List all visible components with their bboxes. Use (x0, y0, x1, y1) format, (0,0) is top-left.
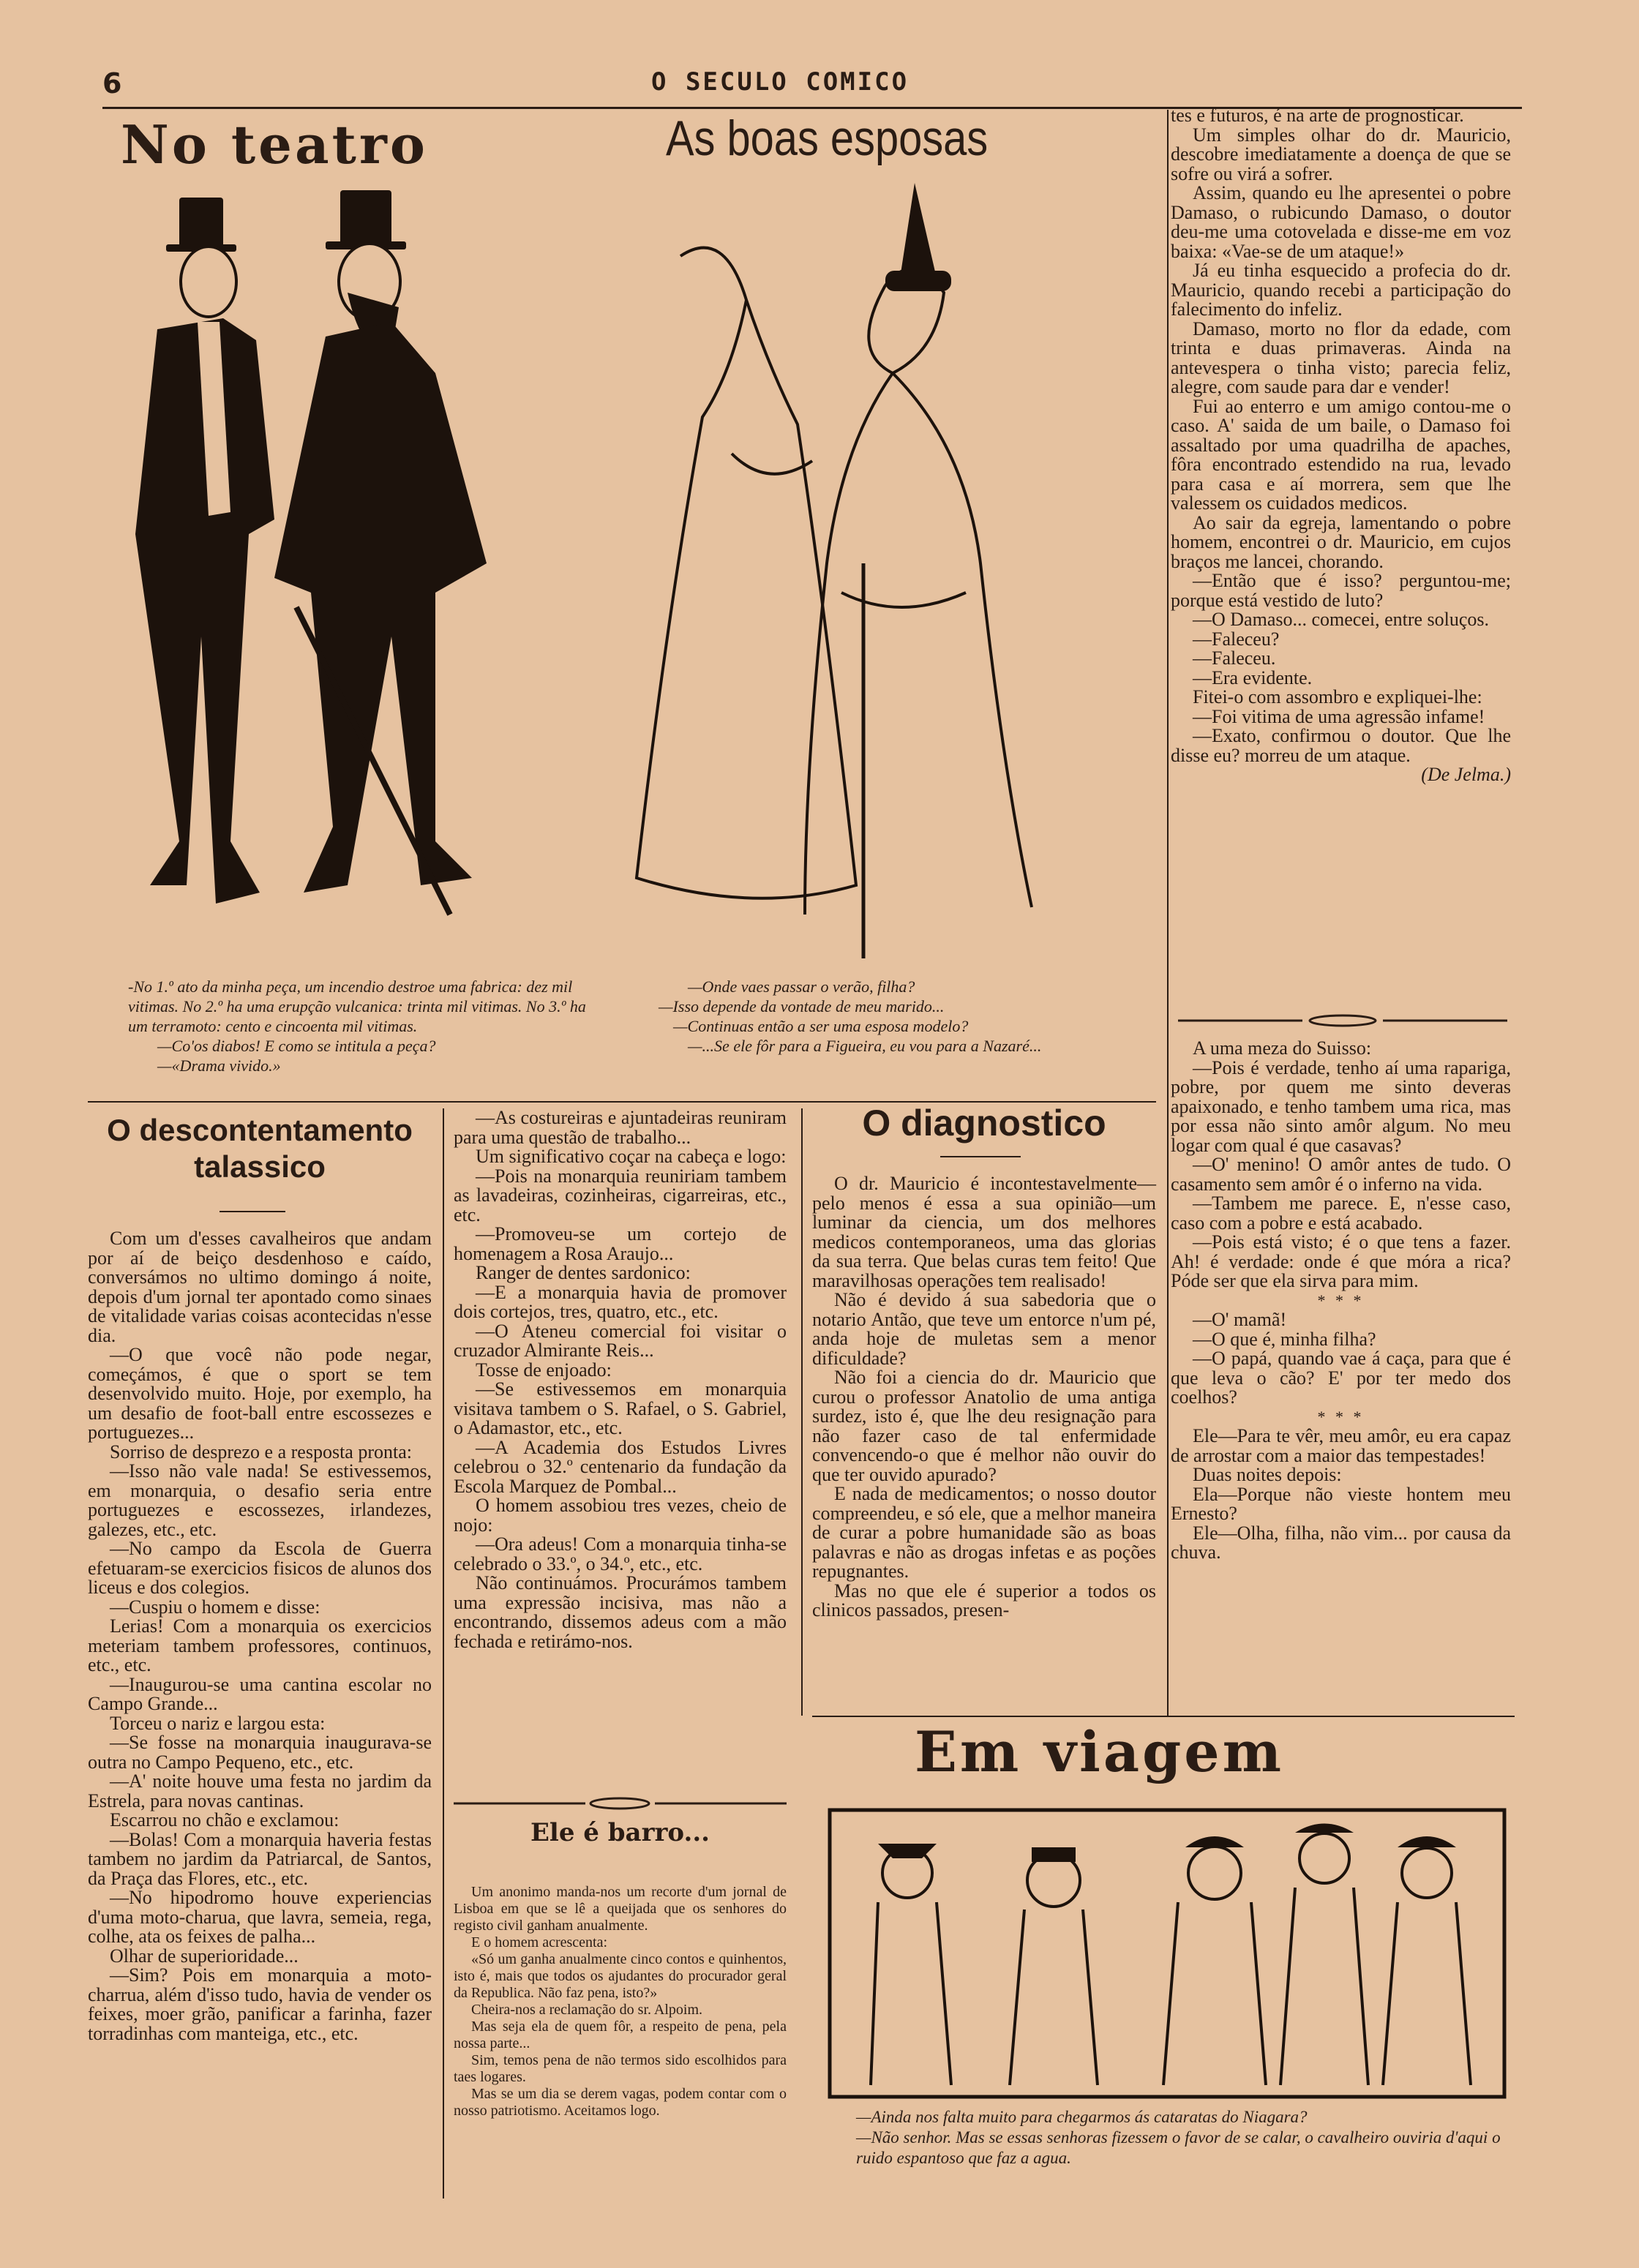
paragraph: Damaso, morto no flor da edade, com trinta e duas primaveras. Ainda na antevespera o tinha visto; parecia feliz, alegre, com saude para dar e vender! (1171, 318, 1511, 397)
paragraph: Tosse de enjoado: (476, 1359, 612, 1381)
page-number: 6 (102, 67, 122, 99)
paragraph: Já eu tinha esquecido a profecia do dr. Mauricio, quando recebi a participação do falecimento do infeliz. (1171, 260, 1511, 320)
paragraph: —Tambem me parece. E, n'esse caso, caso com a pobre e está acabado. (1171, 1193, 1511, 1233)
paragraph: —Faleceu. (1193, 647, 1276, 669)
descontentamento-title-line: talassico (194, 1149, 326, 1184)
paragraph: —O Damaso... comecei, entre soluços. (1193, 609, 1490, 630)
paragraph: —A' noite houve uma festa no jardim da Estrela, para novas cantinas. (88, 1771, 432, 1811)
paragraph: Não foi a ciencia do dr. Mauricio que curou o professor Anatolio de uma antiga surdez, isto é, que lhe deu resignação para não fazer caso de tal enfermidade convencendo-o que é melhor não ouvir do que ter ouvido apurado? (812, 1367, 1156, 1485)
teatro-caption-line: —Co'os diabos! E como se intitula a peça? (157, 1037, 436, 1055)
teatro-caption-line: -No 1.º ato da minha peça, um incendio destroe uma fabrica: dez mil vitimas. No 2.º ha uma erupção vulcanica: trinta mil vitimas. No 3.º ha um terramoto: cento e cincoenta mil vitimas. (128, 977, 586, 1035)
paragraph: O homem assobiou tres vezes, cheio de nojo: (454, 1495, 787, 1536)
title-underline (940, 1156, 1021, 1157)
asterism: * * * (1317, 1407, 1365, 1426)
paragraph: Ao sair da egreja, lamentando o pobre homem, encontrei o dr. Mauricio, em cujos braços me lancei, chorando. (1171, 511, 1511, 572)
paragraph: —Faleceu? (1193, 628, 1280, 650)
column-rule (801, 1108, 803, 1716)
paragraph: Sorriso de desprezo e a resposta pronta: (110, 1441, 412, 1462)
paragraph: O dr. Mauricio é incontestavelmente—pelo menos é essa a sua opinião—um luminar da ciencia, um dos melhores medicos contemporaneos, uma das glorias da sua terra. Que belas curas tem feito! Que maravilhosas operações tem realisado! (812, 1173, 1156, 1291)
paragraph: Um significativo coçar na cabeça e logo: (476, 1146, 787, 1167)
viagem-caption-line: —Não senhor. Mas se essas senhoras fizessem o favor de se calar, o cavalheiro ouviria d'aqui o ruido espantoso que faz a agua. (856, 2128, 1501, 2167)
paragraph: —Se estivessemos em monarquia visitava tambem o S. Rafael, o S. Gabriel, o Adamastor, etc., etc. (454, 1378, 787, 1438)
paragraph: —O' mamã! (1193, 1309, 1287, 1330)
ornament-divider (454, 1796, 787, 1811)
viagem-caption-line: —Ainda nos falta muito para chegarmos ás cataratas do Niagara? (856, 2108, 1308, 2126)
paragraph: «Só um ganha anualmente cinco contos e quinhentos, isto é, mais que todos os ajudantes do procurador geral da Republica. Não faz pena, isto?» (454, 1951, 787, 2001)
paragraph: —Pois na monarquia reuniriam tambem as lavadeiras, cozinheiras, cigarreiras, etc., etc. (454, 1165, 787, 1225)
descontentamento-title (88, 1112, 432, 1185)
paragraph: Ela—Porque não vieste hontem meu Ernesto? (1171, 1483, 1511, 1524)
paragraph: —Pois é verdade, tenho aí uma rapariga, pobre, por quem me sinto deveras apaixonado, e tenho tambem uma rica, mas por essa não sinto amôr algum. No meu logar com qual é que casavas? (1171, 1056, 1511, 1156)
paragraph: Torceu o nariz e largou esta: (110, 1712, 326, 1734)
paragraph: Fitei-o com assombro e expliquei-lhe: (1193, 686, 1482, 707)
paragraph: Escarrou no chão e exclamou: (110, 1809, 340, 1830)
paragraph: Duas noites depois: (1193, 1464, 1342, 1485)
diagnostico-col3 (812, 1174, 1156, 1621)
paragraph: Olhar de superioridade... (110, 1945, 299, 1967)
esposas-caption (659, 977, 1149, 1056)
paragraph: A uma meza do Suisso: (1193, 1037, 1372, 1059)
paragraph: tes e futuros, é na arte de prognosticar. (1171, 105, 1464, 126)
signature: (De Jelma.) (1421, 764, 1511, 785)
paragraph: Ranger de dentes sardonico: (476, 1262, 691, 1283)
descontentamento-col2 (454, 1108, 787, 1651)
paragraph: —Se fosse na monarquia inaugurava-se outra no Campo Pequeno, etc., etc. (88, 1732, 432, 1773)
paragraph: —O Ateneu comercial foi visitar o cruzador Almirante Reis... (454, 1320, 787, 1361)
asterism: * * * (1317, 1291, 1365, 1310)
newspaper-title: O SECULO COMICO (651, 67, 909, 97)
paragraph: —O' menino! O amôr antes de tudo. O casamento sem amôr é o inferno na vida. (1171, 1154, 1511, 1195)
viagem-caption (827, 2107, 1507, 2169)
diagnostico-title: O diagnostico (862, 1103, 1106, 1144)
anecdotes (1171, 1039, 1511, 1563)
viagem-illustration (827, 1807, 1507, 2100)
diagnostico-col4 (1171, 106, 1511, 785)
paragraph: —Então que é isso? perguntou-me; porque está vestido de luto? (1171, 570, 1511, 611)
esposas-caption-line: —...Se ele fôr para a Figueira, eu vou para a Nazaré... (688, 1037, 1042, 1055)
esposas-illustration (622, 183, 1134, 973)
paragraph: Mas no que ele é superior a todos os clinicos passados, presen- (812, 1580, 1156, 1621)
teatro-caption (128, 977, 604, 1075)
paragraph: Ele—Olha, filha, não vim... por causa da chuva. (1171, 1522, 1511, 1563)
barro-body (454, 1884, 787, 2119)
paragraph: Sim, temos pena de não termos sido escolhidos para taes logares. (454, 2052, 787, 2085)
top-hat-right (340, 190, 391, 245)
paragraph: —O que é, minha filha? (1193, 1328, 1376, 1350)
paragraph: —E a monarquia havia de promover dois cortejos, tres, quatro, etc., etc. (454, 1281, 787, 1322)
paragraph: —Cuspiu o homem e disse: (110, 1596, 320, 1618)
paragraph: —Isso não vale nada! Se estivessemos, em monarquia, o desafio seria entre portuguezes e escossezes, irlandezes, galezes, etc., etc. (88, 1460, 432, 1540)
paragraph: —O que você não pode negar, começámos, é que o sport se tem desenvolvido muito. Hoje, por exemplo, ha um desafio de foot-ball entre escossezes e portuguezes... (88, 1344, 432, 1443)
paragraph: —Ora adeus! Com a monarquia tinha-se celebrado o 33.º, o 34.º, etc., etc. (454, 1533, 787, 1574)
paragraph: Mas seja ela de quem fôr, a respeito de pena, pela nossa parte... (454, 2019, 787, 2051)
paragraph: —Exato, confirmou o doutor. Que lhe disse eu? morreu de um ataque. (1171, 725, 1511, 766)
teatro-title: No teatro (121, 113, 428, 176)
paragraph: —Inaugurou-se uma cantina escolar no Campo Grande... (88, 1673, 432, 1714)
esposas-caption-line: —Onde vaes passar o verão, filha? (688, 977, 915, 996)
column-rule (443, 1108, 444, 2198)
teatro-caption-line: —«Drama vivido.» (157, 1056, 281, 1075)
barro-title: Ele é barro... (530, 1818, 710, 1847)
esposas-title: As boas esposas (666, 110, 989, 166)
paragraph: —A Academia dos Estudos Livres celebrou o 32.º centenario da fundação da Escola Marquez de Pombal... (454, 1436, 787, 1497)
paragraph: Não é devido á sua sabedoria que o notario Antão, que teve um entorce n'um pé, anda hoje de muletas sem a menor dificuldade? (812, 1289, 1156, 1369)
paragraph: —Promoveu-se um cortejo de homenagem a Rosa Araujo... (454, 1223, 787, 1264)
paragraph: Com um d'esses cavalheiros que andam por aí de beiço desdenhoso e caído, conversámos no ultimo domingo á noite, depois d'um jornal ter apontado como sinaes de vitalidade varias coisas acontecidas n'esse dia. (88, 1228, 432, 1346)
paragraph: Um anonimo manda-nos um recorte d'um jornal de Lisboa em que se lê a queijada que os senhores do registo civil ganham anualmente. (454, 1884, 787, 1934)
section-divider (812, 1716, 1515, 1717)
paragraph: —Foi vitima de uma agressão infame! (1193, 705, 1485, 727)
descontentamento-col1 (88, 1229, 432, 2043)
column-rule (1167, 110, 1169, 1716)
paragraph: —Era evidente. (1193, 666, 1313, 688)
paragraph: Cheira-nos a reclamação do sr. Alpoim. (471, 2002, 703, 2018)
paragraph: Fui ao enterro e um amigo contou-me o caso. A' saida de um baile, o Damaso foi assaltado por uma quadrilha de apaches, fôra encontrado estendido na rua, levado para casa e aí morrera, sem que lhe valessem os cuidados medicos. (1171, 395, 1511, 514)
title-underline (220, 1211, 285, 1212)
paragraph: Mas se um dia se derem vagas, podem contar com o nosso patriotismo. Aceitamos logo. (454, 2086, 787, 2119)
paragraph: Assim, quando eu lhe apresentei o pobre Damaso, o rubicundo Damaso, o doutor deu-me uma cotovelada e disse-me em voz baixa: «Vae-se de um ataque!» (1171, 182, 1511, 262)
paragraph: Não continuámos. Procurámos tambem uma expressão incisiva, mas não a encontrando, dissemos adeus com a mão fechada e retirámo-nos. (454, 1572, 787, 1652)
paragraph: Ele—Para te vêr, meu amôr, eu era capaz de arrostar com a maior das tempestades! (1171, 1425, 1511, 1466)
paragraph: —Sim? Pois em monarquia a moto-charrua, além d'isso tudo, havia de vender os feixes, moer grão, panificar a farinha, fazer torradinhas com manteiga, etc., etc. (88, 1964, 432, 2044)
paragraph: Lerias! Com a monarquia os exercicios meteriam tambem professores, continuos, etc., etc. (88, 1615, 432, 1675)
paragraph: —Bolas! Com a monarquia haveria festas tambem no jardim da Patriarcal, de Santos, da Praça das Flores, etc., etc. (88, 1828, 432, 1889)
descontentamento-title-line: O descontentamento (107, 1113, 413, 1147)
teatro-illustration (128, 183, 611, 973)
paragraph: —No hipodromo houve experiencias d'uma moto-charua, que lavra, semeia, rega, colhe, ata os feixes de palha... (88, 1887, 432, 1947)
esposas-caption-line: —Isso depende da vontade de meu marido... (659, 997, 945, 1015)
ornament-divider (1178, 1013, 1507, 1028)
viagem-title: Em viagem (915, 1719, 1284, 1784)
paragraph: Um simples olhar do dr. Mauricio, descobre imediatamente a doença de que se sofre ou virá a sofrer. (1171, 124, 1511, 184)
paragraph: —O papá, quando vae á caça, para que é que leva o cão? E' por ter medo dos coelhos? (1171, 1348, 1511, 1408)
paragraph: E nada de medicamentos; o nosso doutor compreendeu, e só ele, que a melhor maneira de curar a pobre humanidade são as boas palavras e não as drogas infetas e as poções repugnantes. (812, 1483, 1156, 1582)
esposas-caption-line: —Continuas então a ser uma esposa modelo? (673, 1017, 969, 1035)
paragraph: —Pois está visto; é o que tens a fazer. Ah! é verdade: onde é que móra a rica? Póde ser que ela sirva para mim. (1171, 1231, 1511, 1291)
paragraph: —No campo da Escola de Guerra efetuaram-se exercicios fisicos de alunos dos liceus e dos colegios. (88, 1538, 432, 1598)
top-hat-left (179, 198, 223, 249)
paragraph: E o homem acrescenta: (471, 1934, 608, 1950)
paragraph: —As costureiras e ajuntadeiras reuniram para uma questão de trabalho... (454, 1107, 787, 1148)
